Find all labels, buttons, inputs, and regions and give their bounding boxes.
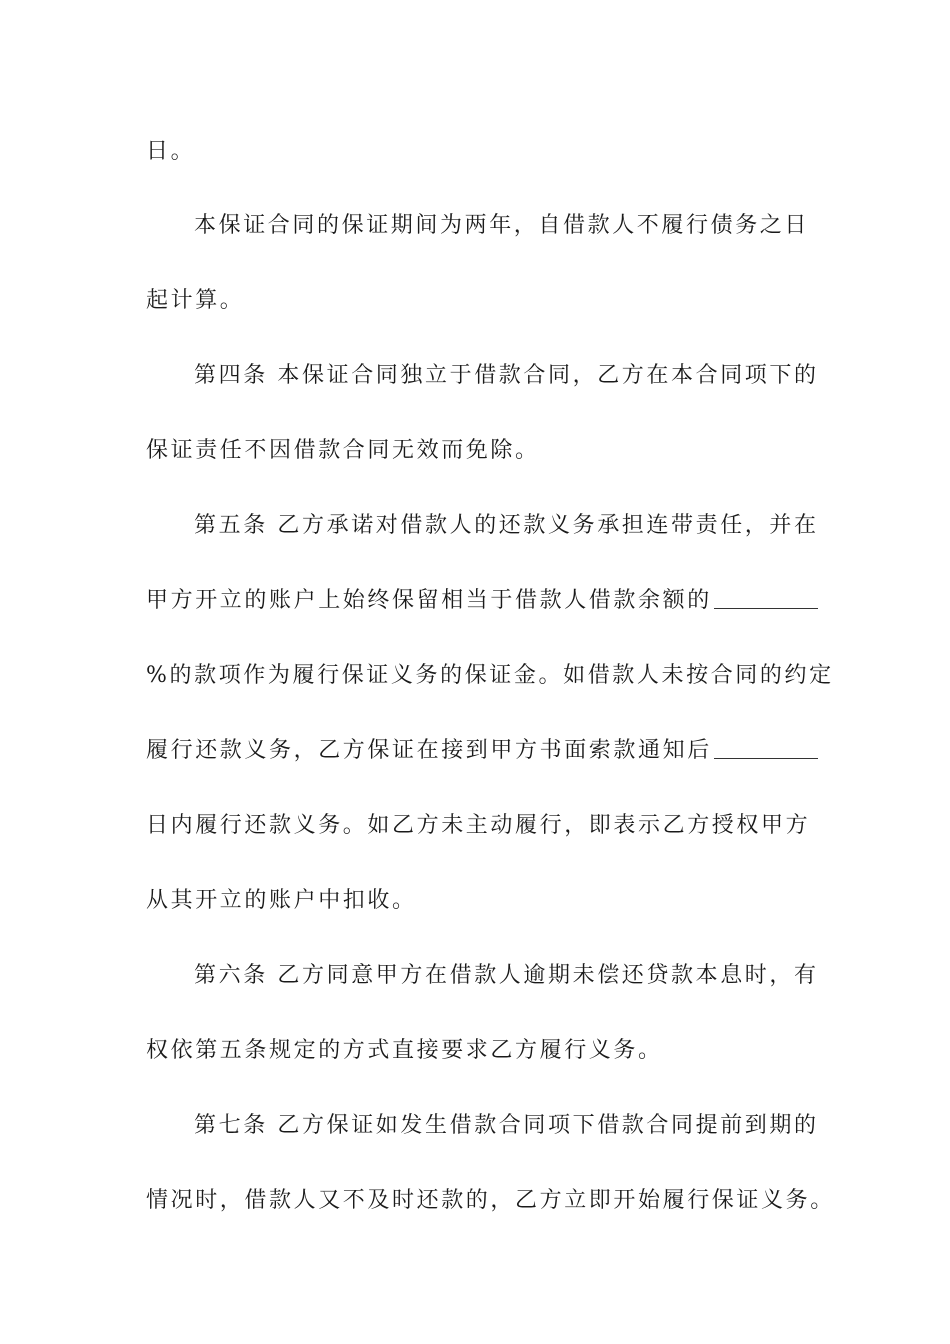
paragraph-line: 情况时，借款人又不及时还款的，乙方立即开始履行保证义务。 (146, 1188, 835, 1213)
fill-in-blank (714, 582, 818, 609)
fill-in-blank (714, 732, 818, 759)
paragraph-line: 日。 (146, 139, 196, 164)
paragraph-line-with-blank (146, 581, 806, 621)
paragraph-line: 保证责任不因借款合同无效而免除。 (146, 438, 540, 463)
paragraph-line-with-blank (146, 731, 806, 771)
line-text: 甲方开立的账户上始终保留相当于借款人借款余额的 (146, 588, 712, 613)
paragraph-line: 第六条 乙方同意甲方在借款人逾期未偿还贷款本息时，有 (194, 963, 819, 988)
paragraph-line: 第四条 本保证合同独立于借款合同，乙方在本合同项下的 (194, 363, 819, 388)
paragraph-line: 权依第五条规定的方式直接要求乙方履行义务。 (146, 1038, 663, 1063)
paragraph-line: 第五条 乙方承诺对借款人的还款义务承担连带责任，并在 (194, 513, 819, 538)
paragraph-line: %的款项作为履行保证义务的保证金。如借款人未按合同的约定 (146, 663, 834, 688)
paragraph-line: 第七条 乙方保证如发生借款合同项下借款合同提前到期的 (194, 1113, 819, 1138)
paragraph-line: 起计算。 (146, 288, 245, 313)
paragraph-line: 从其开立的账户中扣收。 (146, 888, 417, 913)
line-text: 履行还款义务，乙方保证在接到甲方书面索款通知后 (146, 738, 712, 763)
paragraph-line: 日内履行还款义务。如乙方未主动履行，即表示乙方授权甲方 (146, 813, 811, 838)
paragraph-line: 本保证合同的保证期间为两年，自借款人不履行债务之日 (194, 213, 810, 238)
